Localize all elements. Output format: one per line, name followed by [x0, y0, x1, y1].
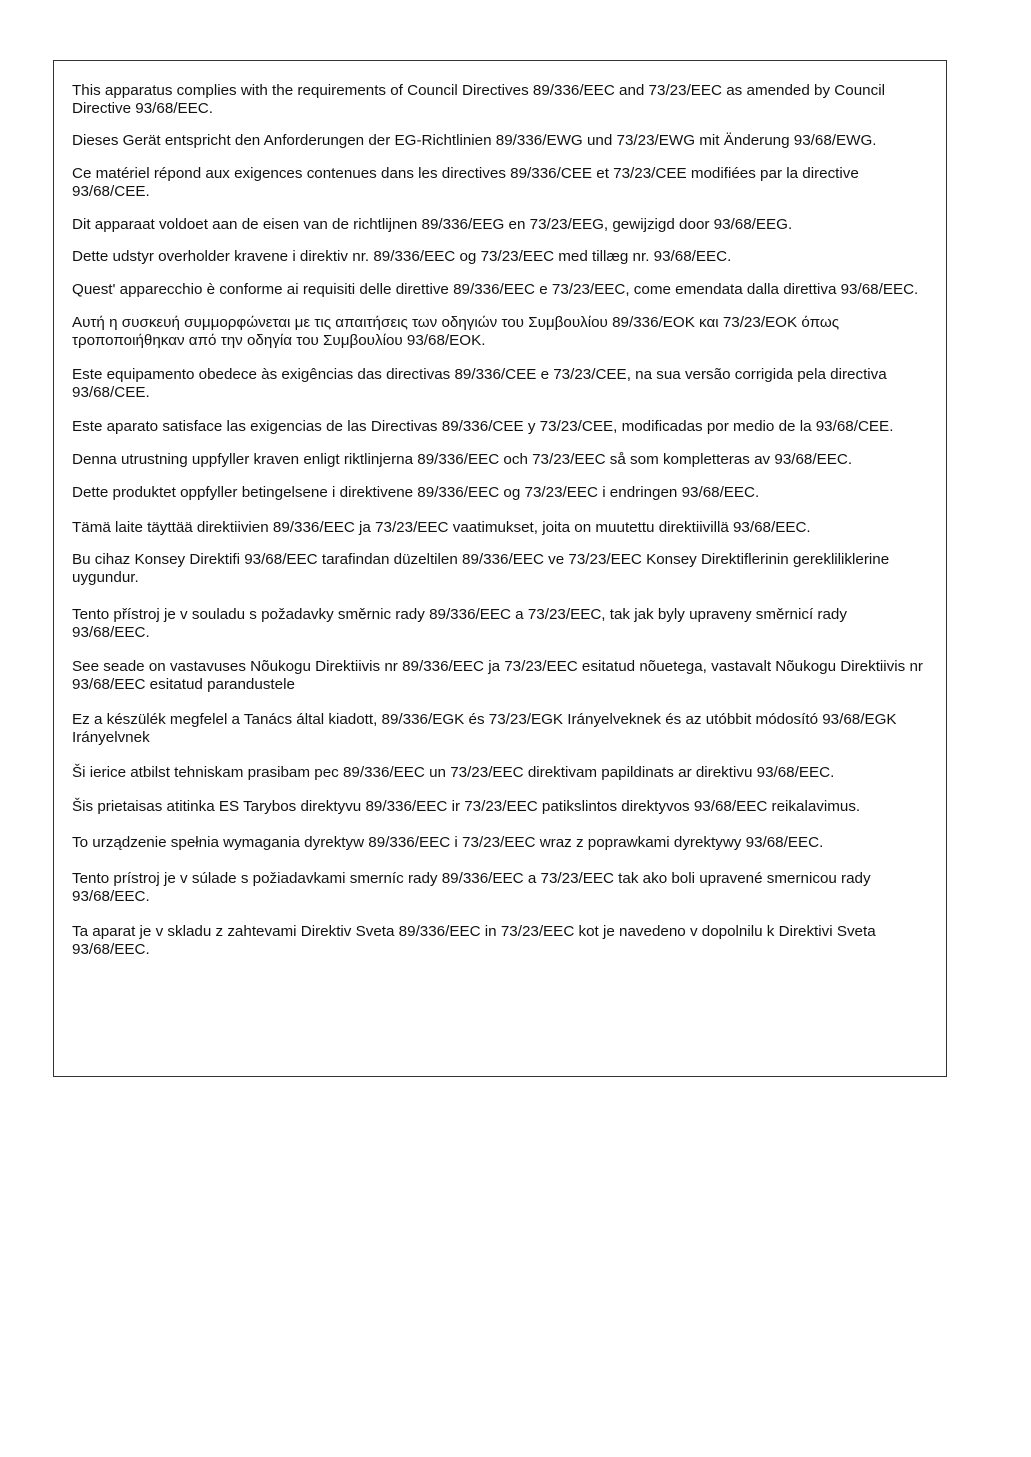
statement-italian: Quest' apparecchio è conforme ai requisiti delle direttive 89/336/EEC e 73/23/EEC, come emendata dalla direttiva 93/68/EEC. [72, 281, 919, 298]
statement-french: Ce matériel répond aux exigences contenues dans les directives 89/336/CEE et 73/23/CEE modifiées par la directive 93/68/CEE. [72, 165, 859, 200]
statement-latvian: Ši ierice atbilst tehniskam prasibam pec 89/336/EEC un 73/23/EEC direktivam papildinats ar direktivu 93/68/EEC. [72, 764, 835, 781]
statement-czech: Tento přístroj je v souladu s požadavky směrnic rady 89/336/EEC a 73/23/EEC, tak jak byly upraveny směrnicí rady 93/68/EEC. [72, 606, 847, 641]
statement-greek: Αυτή η συσκευή συμμορφώνεται με τις απαιτήσεις των οδηγιών του Συμβουλίου 89/336/ΕΟΚ και 73/23/ΕΟΚ όπως τροποποιήθηκαν από την οδηγία του Συμβουλίου 93/68/ΕΟΚ. [72, 314, 840, 349]
statement-swedish: Denna utrustning uppfyller kraven enligt riktlinjerna 89/336/EEC och 73/23/EEC så som kompletteras av 93/68/EEC. [72, 451, 853, 468]
statement-finnish: Tämä laite täyttää direktiivien 89/336/EEC ja 73/23/EEC vaatimukset, joita on muutettu direktiivillä 93/68/EEC. [72, 519, 811, 536]
statement-german: Dieses Gerät entspricht den Anforderungen der EG-Richtlinien 89/336/EWG und 73/23/EWG mit Änderung 93/68/EWG. [72, 132, 877, 149]
statement-lithuanian: Šis prietaisas atitinka ES Tarybos direktyvu 89/336/EEC ir 73/23/EEC patikslintos direktyvos 93/68/EEC reikalavimus. [72, 798, 861, 815]
statement-polish: To urządzenie spełnia wymagania dyrektyw 89/336/EEC i 73/23/EEC wraz z poprawkami dyrektywy 93/68/EEC. [72, 834, 824, 851]
statement-slovenian: Ta aparat je v skladu z zahtevami Direktiv Sveta 89/336/EEC in 73/23/EEC kot je navedeno v dopolnilu k Direktivi Sveta 93/68/EEC. [72, 923, 876, 958]
statement-dutch: Dit apparaat voldoet aan de eisen van de richtlijnen 89/336/EEG en 73/23/EEG, gewijzigd door 93/68/EEG. [72, 216, 793, 233]
statement-spanish: Este aparato satisface las exigencias de las Directivas 89/336/CEE y 73/23/CEE, modificadas por medio de la 93/68/CEE. [72, 418, 894, 435]
statement-english: This apparatus complies with the requirements of Council Directives 89/336/EEC and 73/23/EEC as amended by Council Directive 93/68/EEC. [72, 82, 885, 117]
statement-norwegian: Dette produktet oppfyller betingelsene i direktivene 89/336/EEC og 73/23/EEC i endringen 93/68/EEC. [72, 484, 760, 501]
statement-estonian: See seade on vastavuses Nõukogu Direktiivis nr 89/336/EEC ja 73/23/EEC esitatud nõuetega, vastavalt Nõukogu Direktiivis nr 93/68/EEC esitatud parandustele [72, 658, 923, 693]
statement-danish: Dette udstyr overholder kravene i direktiv nr. 89/336/EEC og 73/23/EEC med tillæg nr. 93/68/EEC. [72, 248, 732, 265]
statement-turkish: Bu cihaz Konsey Direktifi 93/68/EEC tarafindan düzeltilen 89/336/EEC ve 73/23/EEC Konsey Direktiflerinin gerekliliklerine uygundur. [72, 551, 890, 586]
statement-slovak: Tento prístroj je v súlade s požiadavkami smerníc rady 89/336/EEC a 73/23/EEC tak ako boli upravené smernicou rady 93/68/EEC. [72, 870, 871, 905]
statement-hungarian: Ez a készülék megfelel a Tanács által kiadott, 89/336/EGK és 73/23/EGK Irányelveknek és az utóbbit módosító 93/68/EGK Irányelvnek [72, 711, 897, 746]
compliance-notice-box [53, 60, 947, 1077]
statement-portuguese: Este equipamento obedece às exigências das directivas 89/336/CEE e 73/23/CEE, na sua versão corrigida pela directiva 93/68/CEE. [72, 366, 887, 401]
